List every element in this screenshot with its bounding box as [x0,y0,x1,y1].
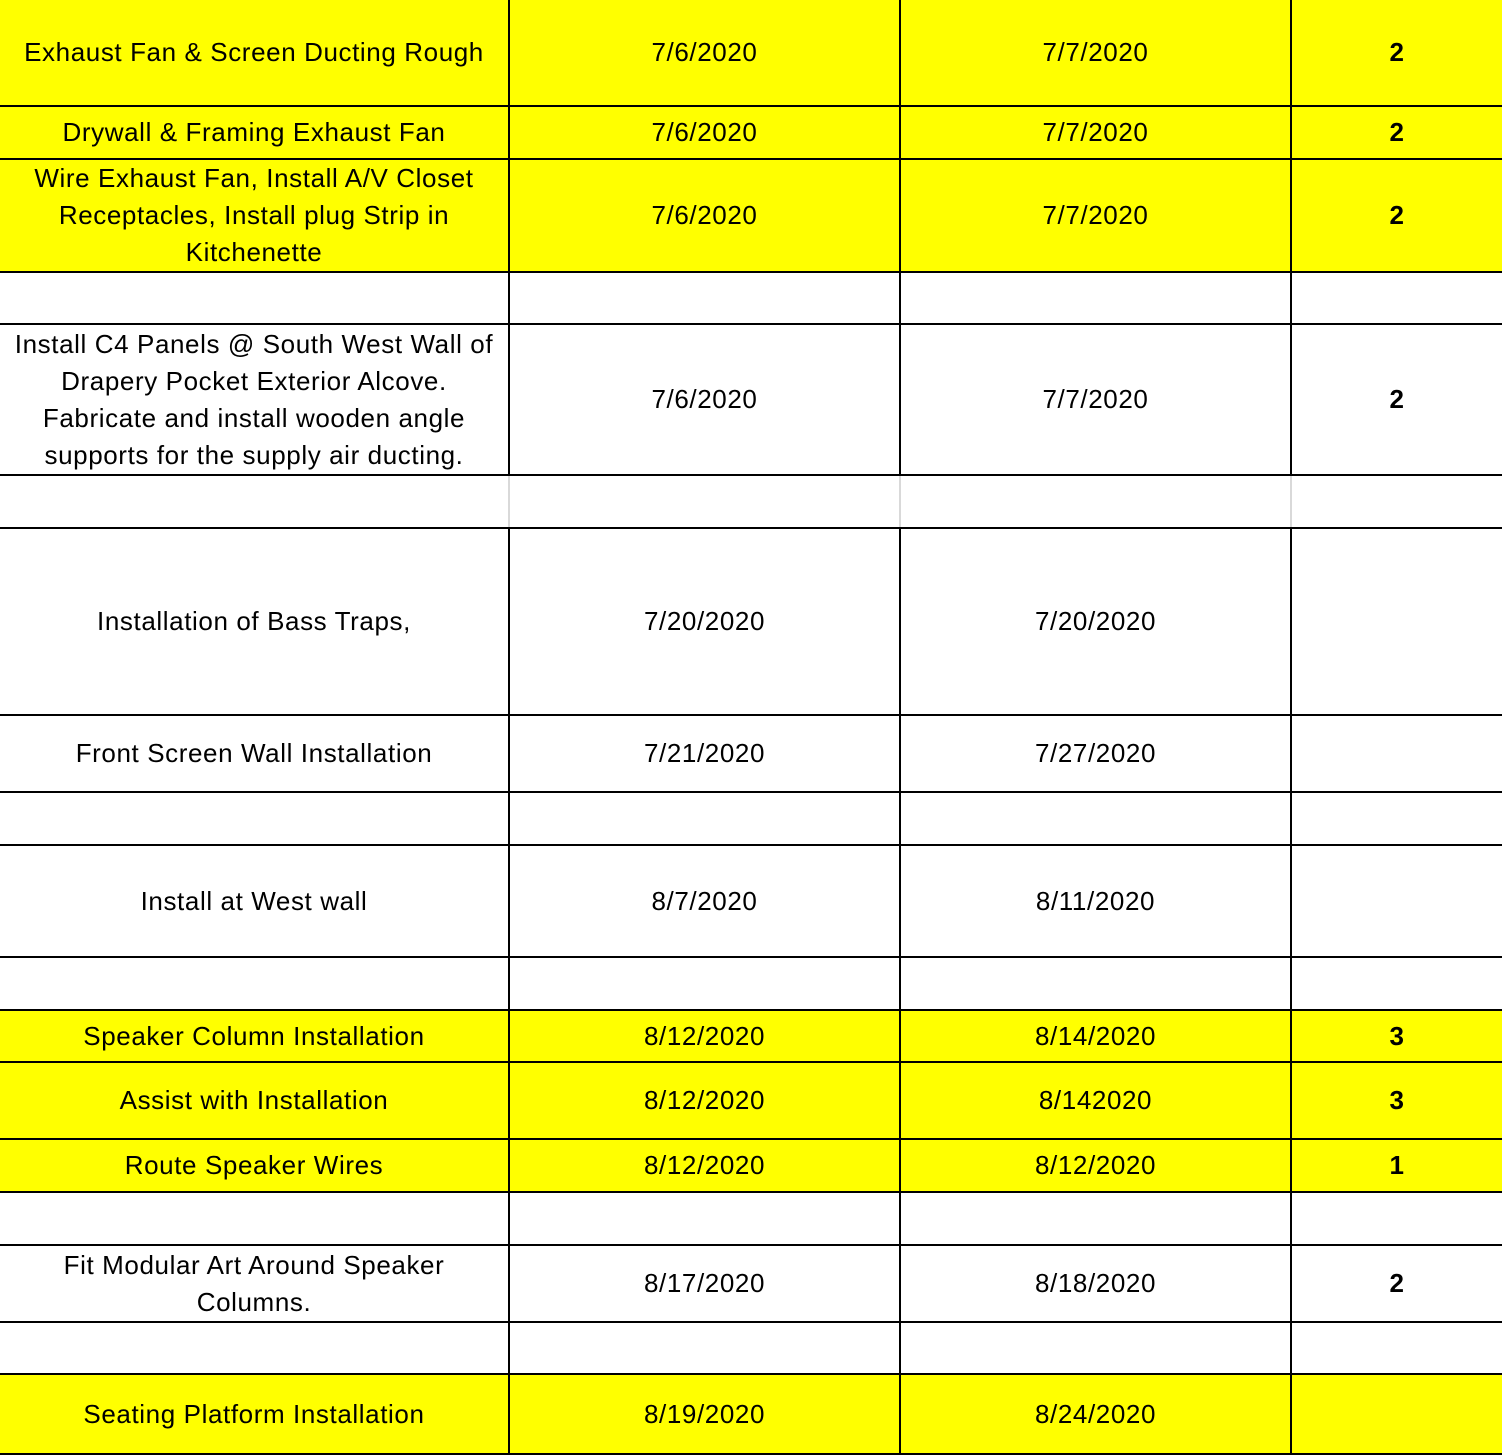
task-cell: Install C4 Panels @ South West Wall of Drapery Pocket Exterior Alcove. Fabricate and install wooden angle supports for the supply air ducting. [0,324,509,475]
spacer-row [0,792,1502,845]
task-cell: Route Speaker Wires [0,1139,509,1192]
days-cell: 2 [1291,106,1502,159]
task-cell: Install at West wall [0,845,509,957]
task-cell: Installation of Bass Traps, [0,528,509,715]
days-cell [1291,1374,1502,1454]
days-cell: 2 [1291,0,1502,106]
task-cell: Wire Exhaust Fan, Install A/V Closet Receptacles, Install plug Strip in Kitchenette [0,159,509,272]
task-cell: Drywall & Framing Exhaust Fan [0,106,509,159]
start-date-cell: 8/12/2020 [509,1062,900,1139]
task-cell: Seating Platform Installation [0,1374,509,1454]
end-date-cell: 7/7/2020 [900,159,1291,272]
start-date-cell: 7/21/2020 [509,715,900,792]
spacer-row [0,272,1502,324]
days-cell [1291,715,1502,792]
table-row [0,528,1502,715]
task-cell: Assist with Installation [0,1062,509,1139]
end-date-cell: 7/27/2020 [900,715,1291,792]
days-cell: 2 [1291,1245,1502,1322]
spacer-row [0,1192,1502,1245]
table-row [0,1374,1502,1454]
table-row [0,1245,1502,1322]
end-date-cell: 8/14/2020 [900,1010,1291,1062]
end-date-cell: 8/142020 [900,1062,1291,1139]
task-cell: Exhaust Fan & Screen Ducting Rough [0,0,509,106]
start-date-cell: 7/20/2020 [509,528,900,715]
table-row [0,845,1502,957]
end-date-cell: 7/7/2020 [900,0,1291,106]
task-cell: Front Screen Wall Installation [0,715,509,792]
spacer-row [0,475,1502,528]
days-cell: 2 [1291,324,1502,475]
start-date-cell: 7/6/2020 [509,0,900,106]
end-date-cell: 7/7/2020 [900,106,1291,159]
table-row [0,715,1502,792]
table-row [0,1010,1502,1062]
start-date-cell: 7/6/2020 [509,106,900,159]
table-row [0,0,1502,106]
days-cell: 2 [1291,159,1502,272]
end-date-cell: 7/20/2020 [900,528,1291,715]
table-row [0,159,1502,272]
days-cell [1291,528,1502,715]
start-date-cell: 8/12/2020 [509,1139,900,1192]
start-date-cell: 7/6/2020 [509,324,900,475]
days-cell: 1 [1291,1139,1502,1192]
days-cell [1291,845,1502,957]
days-cell: 3 [1291,1062,1502,1139]
table-row [0,1062,1502,1139]
start-date-cell: 8/12/2020 [509,1010,900,1062]
spacer-row [0,957,1502,1010]
task-cell: Speaker Column Installation [0,1010,509,1062]
start-date-cell: 8/17/2020 [509,1245,900,1322]
end-date-cell: 7/7/2020 [900,324,1291,475]
end-date-cell: 8/12/2020 [900,1139,1291,1192]
table-row [0,106,1502,159]
task-cell: Fit Modular Art Around Speaker Columns. [0,1245,509,1322]
table-row [0,324,1502,475]
end-date-cell: 8/18/2020 [900,1245,1291,1322]
end-date-cell: 8/11/2020 [900,845,1291,957]
start-date-cell: 8/7/2020 [509,845,900,957]
days-cell: 3 [1291,1010,1502,1062]
spacer-row [0,1322,1502,1374]
table-row [0,1139,1502,1192]
start-date-cell: 8/19/2020 [509,1374,900,1454]
start-date-cell: 7/6/2020 [509,159,900,272]
end-date-cell: 8/24/2020 [900,1374,1291,1454]
